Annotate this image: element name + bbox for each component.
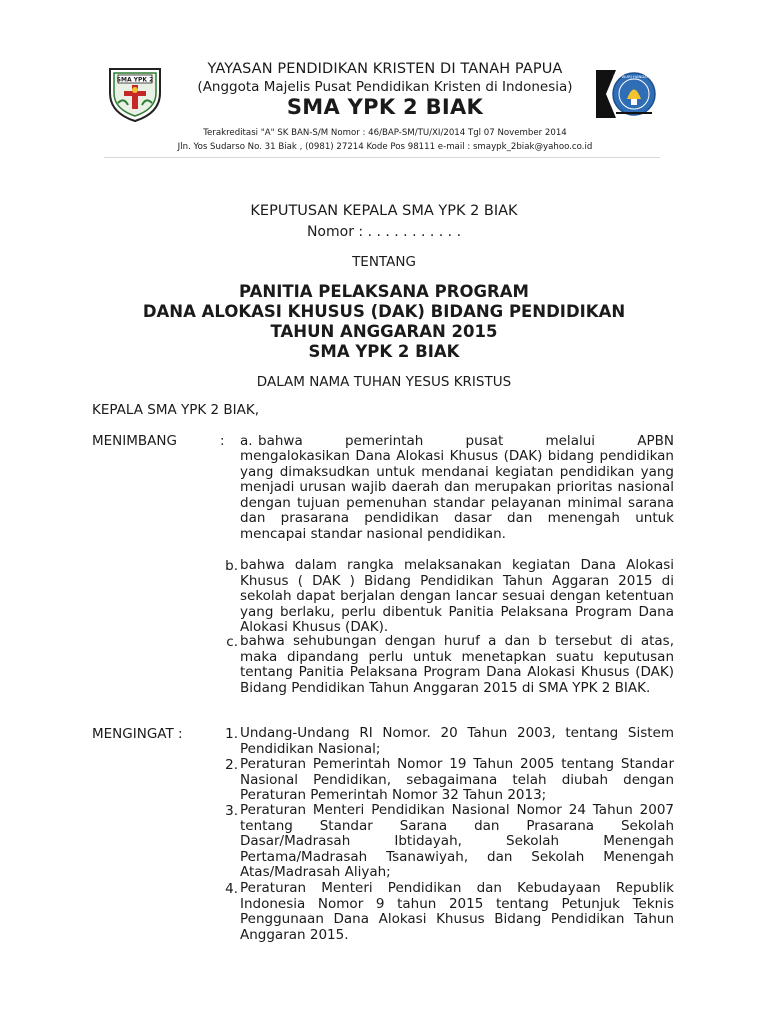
mengingat-item-text: Peraturan Menteri Pendidikan dan Kebudayaan Republik Indonesia Nomor 9 tahun 2015 tentang Petunjuk Teknis Penggunaan Dana Alokasi Khusus Bidang Pendidikan Tahun Anggaran 2015. (240, 880, 674, 943)
subject-line-3: TAHUN ANGGARAN 2015 (270, 322, 498, 341)
foundation-membership: (Anggota Majelis Pusat Pendidikan Kristen di Indonesia) (197, 79, 573, 95)
mengingat-item-marker: 1. (225, 726, 238, 742)
mengingat-item-marker: 4. (225, 881, 238, 897)
foundation-name: YAYASAN PENDIDIKAN KRISTEN DI TANAH PAPUA (207, 61, 563, 77)
subject-line-2: DANA ALOKASI KHUSUS (DAK) BIDANG PENDIDIKAN (142, 302, 626, 321)
subject-line-1: PANITIA PELAKSANA PROGRAM (239, 282, 529, 301)
school-crest-icon (104, 63, 166, 123)
menimbang-colon: : (220, 433, 225, 449)
mengingat-label: MENGINGAT : (92, 726, 183, 742)
subject-line-4: SMA YPK 2 BIAK (308, 342, 460, 361)
about-label: TENTANG (352, 254, 416, 270)
principal-heading: KEPALA SMA YPK 2 BIAK, (92, 402, 260, 418)
menimbang-c-marker: c. (226, 634, 238, 650)
decree-title: KEPUTUSAN KEPALA SMA YPK 2 BIAK (250, 203, 518, 219)
mengingat-item-text: Peraturan Pemerintah Nomor 19 Tahun 2005 tentang Standar Nasional Pendidikan, sebagaimana telah diubah dengan Peraturan Pemerintah Nomor 32 Tahun 2013; (240, 756, 674, 804)
address-line: Jln. Yos Sudarso No. 31 Biak , (0981) 27214 Kode Pos 98111 e-mail : smaypk_2biak@yahoo.co.id (177, 142, 593, 152)
menimbang-a-text: mengalokasikan Dana Alokasi Khusus (DAK) bidang pendidikan yang dimaksudkan untuk mendanai kegiatan pendidikan yang menjadi urusan wajib daerah dan merupakan prioritas nasional dengan tujuan pemenuhan standar pelayanan minimal sarana dan prasarana pendidikan dasar dan menengah untuk mencapai standar nasional pendidikan. (240, 448, 674, 542)
menimbang-b-text: bahwa dalam rangka melaksanakan kegiatan Dana Alokasi Khusus ( DAK ) Bidang Pendidikan Tahun Aggaran 2015 di sekolah dapat berjalan dengan lancar sesuai dengan ketentuan yang berlaku, perlu dibentuk Panitia Pelaksana Program Dana Alokasi Khusus (DAK). (240, 557, 674, 636)
header-divider (104, 157, 660, 158)
crest-label: SMA YPK 2 (116, 76, 154, 84)
accreditation-line: Terakreditasi "A" SK BAN-S/M Nomor : 46/BAP-SM/TU/XI/2014 Tgl 07 November 2014 (203, 128, 567, 138)
invocation: DALAM NAMA TUHAN YESUS KRISTUS (256, 374, 512, 390)
mengingat-item-marker: 2. (225, 757, 238, 773)
mengingat-item-marker: 3. (225, 803, 238, 819)
decree-number: Nomor : . . . . . . . . . . . (306, 224, 462, 240)
tut-wuri-handayani-logo-icon (594, 66, 658, 122)
menimbang-a-first-line: bahwa pemerintah pusat melalui APBN (258, 433, 674, 449)
mengingat-item-text: Undang-Undang RI Nomor. 20 Tahun 2003, tentang Sistem Pendidikan Nasional; (240, 725, 674, 757)
menimbang-label: MENIMBANG (92, 433, 177, 449)
menimbang-b-marker: b. (225, 558, 238, 574)
school-name: SMA YPK 2 BIAK (286, 95, 484, 119)
logo-motto: TUT WURI HANDAYANI (612, 74, 656, 79)
menimbang-a-marker: a. (240, 433, 253, 449)
mengingat-item-text: Peraturan Menteri Pendidikan Nasional Nomor 24 Tahun 2007 tentang Standar Sarana dan Prasarana Sekolah Dasar/Madrasah Ibtidayah, Sekolah Menengah Pertama/Madrasah Tsanawiyah, dan Sekolah Menengah Atas/Madrasah Aliyah; (240, 802, 674, 881)
menimbang-c-text: bahwa sehubungan dengan huruf a dan b tersebut di atas, maka dipandang perlu untuk menetapkan suatu keputusan tentang Panitia Pelaksana Program Dana Alokasi Khusus (DAK) Bidang Pendidikan Tahun Anggaran 2015 di SMA YPK 2 BIAK. (240, 633, 674, 696)
